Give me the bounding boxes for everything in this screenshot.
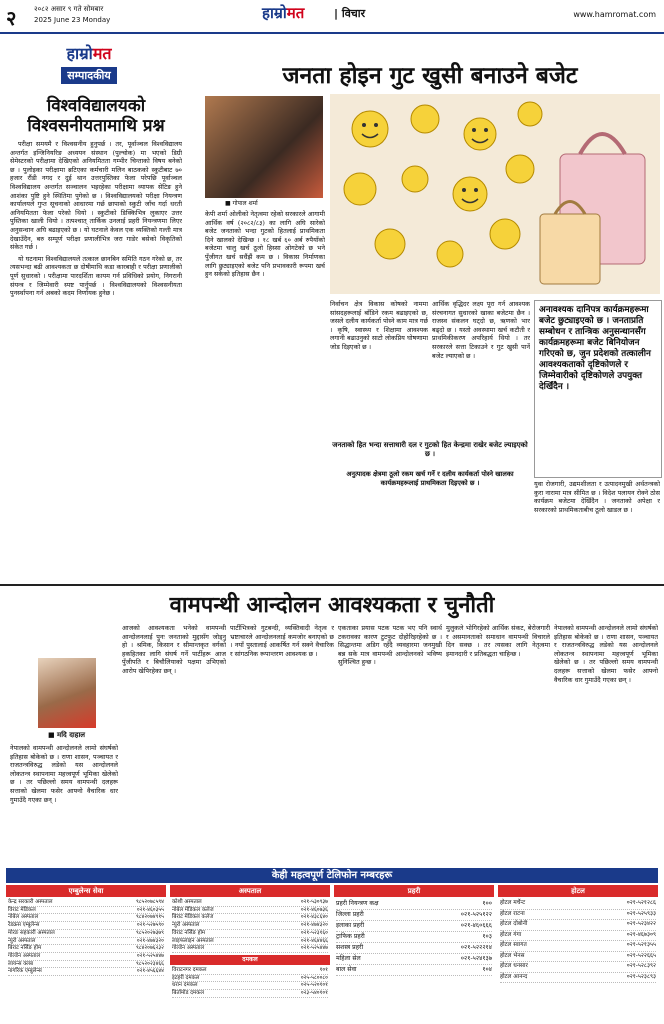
phone-group-list [500, 899, 656, 983]
phone-row: प्रहरी नियन्त्रण कक्ष १०० [336, 899, 492, 910]
article1-callout-box [534, 300, 662, 478]
phone-group-heading: प्रहरी [334, 885, 494, 897]
photo-caption: ■ मदि दाहाल [48, 731, 86, 739]
editorial-paragraph: परीक्षा समयमै र विश्वसनीय हुनुपर्छ । तर, पूर्वाञ्चल विश्वविद्यालय अन्तर्गत इन्जिनियरिङ अध्ययन संस्थान (पुल्चोक) मा भएको डिग्री सेमेस्टरको परीक्षामा देखिएको अनियमितता गम्भीर चिन्ताको विषय बनेको छ । पुलोइका परीक्षामा ब्रटिएका कर्मचारी मलिन बाठकको स्कुटीबाट ७० हजार रौंडी नगद र दुई थान उत्तरपुस्तिका फेला परेपछि पूर्वाञ्चल विश्वविद्यालय अन्तर्गत सञ्चालन भइरहेका परीक्षामा व्यापक सेटिङ हुने आशंका पुष्टि हुने स्थितिमा पुगेको छ । विश्वविद्यालयको परीक्षा नियन्त्रण कार्यालयले गुप्त सूचनाको आधारमा गर्छ छापाको स्कुटी जाँच गर्दा धरती अनियमितता फेला परेको थियो । स्कुटीको डिक्किभित्र लुकाएर उत्तर पुस्तिका खाली थियो । तत्पश्चात् तार्किक उनलाई प्रहरी नियन्त्रणमा लिएर अनुसन्धान अघि बढाइएको छ । यो घटनाले केवल एक व्यक्तिको गल्ती मात्र देखाउँदैन, बरु सम्पूर्ण परीक्षा प्रणालीभित्र जरा गाडेर बसेको विकृतिको संकेत गर्छ । [10, 140, 182, 252]
phone-row: केन्द्र सरकारी अस्पताल ९८५२०७८५९४ [8, 899, 164, 905]
phone-row: बाल सेवा १०४ [336, 965, 492, 976]
fire-list [172, 967, 328, 998]
phone-row: मोरङ सहकारी अस्पताल ९८५२०२७३७९ [8, 929, 164, 936]
phone-row: जिल्ला प्रहरी ०२१-५२५१२२ [336, 910, 492, 921]
phone-row: होटल भेनस ०२१-५२२६६५ [500, 952, 656, 963]
phone-group-list [172, 899, 328, 953]
phone-row: महिला सेल ०२१-५२४१३७ [336, 954, 492, 965]
photo-caption: ■ गोपाल शर्मा [225, 200, 258, 207]
article1-headline: जनता होइन गुट खुसी बनाउने बजेट [282, 63, 578, 89]
editorial-tag: सम्पादकीय [61, 67, 117, 84]
phone-row: बिराट मेडिकल कलेज ०२१-४३८६४० [172, 914, 328, 921]
phone-row: होटल मर्चेन्ट ०२१-५२१२८६ [500, 899, 656, 910]
phone-row: सशस्त्र प्रहरी ०२१-५२२२१४ [336, 943, 492, 954]
phone-row: होटल गंगा ०२१-४६७३०९ [500, 931, 656, 942]
article2-col-2: आजको आवश्यकता भनेको वामपन्थी आन्दोलनलाई पुनः जनताको मुद्दासँग जोड्नु हो । श्रमिक, किसान र सीमान्तकृत वर्गको हकहितका लागि संघर्ष गर्ने पार्टीहरू आज पुँजीपति र बिचौलियाको पक्षमा उभिएको आरोप खेपिरहेका छन् । [122, 624, 226, 675]
budget-illustration [330, 94, 660, 294]
article2-col-3: पार्टीभित्रको गुटबन्दी, व्यक्तिवादी नेतृत्व र भ्रष्टाचारले आन्दोलनलाई कमजोर बनाएको छ । नयाँ पुस्तालाई आकर्षित गर्न सक्ने वैचारिक र सांगठनिक रूपान्तरण आवश्यक छ । [230, 624, 334, 658]
article2-headline: वामपन्थी आन्दोलन आवश्यकता र चुनौती [169, 593, 495, 618]
phone-row: बिर्तामोड दमकल ०२३-५४०१०१ [172, 990, 328, 997]
phone-row: नोबेल अस्पताल ९८४२०७४९१५ [8, 914, 164, 921]
phone-group-list [8, 899, 164, 976]
masthead-logo: हाम्रोमत [262, 4, 305, 22]
page-number: २ [6, 6, 17, 30]
callout-text: अनावश्यक दानिपत्र कार्यक्रमहरूमा बजेट छुट्याइएको छ । जनताप्रति सम्बोधन र तान्त्रिक अनुसन्धानसँग कार्यक्रमहरूमा बजेट बिनियोजन गरिएको छ, जुन प्रदेशको तत्कालीन आवश्यकताको दृष्टिकोणले र जिम्मेवारीको दृष्टिकोणले उपयुक्त देखिँदैन । [539, 305, 651, 392]
phone-row: विराट मेडिकल ०२१-४६०३५५ [8, 906, 164, 913]
phone-row: विराट नर्सिङ होम ०२१-५२३१६० [172, 929, 328, 936]
phone-row: ट्राफिक प्रहरी १०३ [336, 932, 492, 943]
section-divider [0, 584, 664, 586]
phone-row: न्युरो अस्पताल ०२१-४७४३२० [172, 922, 328, 929]
phone-directory-title: केही महत्वपूर्ण टेलिफोन नम्बरहरू [6, 868, 658, 883]
phone-row: विराटनगर दमकल १०१ [172, 967, 328, 973]
phone-row: होटल आनन्द ०२१-५२३८९३ [500, 973, 656, 984]
article2-col-6: नेपालको वामपन्थी आन्दोलनले लामो संघर्षको इतिहास बोकेको छ । राणा शासन, पञ्चायत र राजतन्त्रविरुद्ध लडेको यस आन्दोलनले लोकतन्त्र स्थापनामा महत्त्वपूर्ण भूमिका खेलेको छ । तर पछिल्लो समय वामपन्थी दलहरू सत्ताको खेलमा फसेर आफ्नो वैचारिक धार गुमाउँदै गएका छन् । [554, 624, 658, 684]
phone-row: नोबेल मेडिकल कलेज ०२१-४६०७३६ [172, 906, 328, 913]
phone-row: इटहरी दमकल ०२५-५८००८० [172, 974, 328, 981]
phone-row: गोल्डेन अस्पताल ०२१-५२५४४७ [8, 952, 164, 959]
article2-col-1: नेपालको वामपन्थी आन्दोलनले लामो संघर्षको इतिहास बोकेको छ । राणा शासन, पञ्चायत र राजतन्त्रविरुद्ध लडेको यस आन्दोलनले लोकतन्त्र स्थापनामा महत्त्वपूर्ण भूमिका खेलेको छ । तर पछिल्लो समय वामपन्थी दलहरू सत्ताको खेलमा फसेर आफ्नो वैचारिक धार गुमाउँदै गएका छन् । [10, 744, 118, 804]
phone-row: नागरिक एम्बुलेन्स ०२१-४५६६४४ [8, 968, 164, 975]
article1-quote: जनताको हित भन्दा सत्ताधारी दल र गुटको हित केन्द्रमा राखेर बजेट ल्याइएको छ । [332, 440, 528, 458]
author-photo [205, 96, 323, 198]
phone-group-heading: एम्बुलेन्स सेवा [6, 885, 166, 897]
website-url[interactable]: www.hamromat.com [573, 10, 656, 19]
phone-row: लाइफलाइन अस्पताल ०२१-४६४४६६ [172, 937, 328, 944]
section-name: | विचार [334, 7, 366, 20]
article1-col-4: युवा रोजगारी, उद्यमशीलता र उत्पादनमुखी अर्थतन्त्रको कुरा नारामा मात्र सीमित छ । विदेश पलायन रोक्ने ठोस कार्यक्रम बजेटमा देखिँदैन । जनताको अपेक्षा र सरकारको प्राथमिकताबीच ठूलो खाडल छ । [534, 480, 660, 514]
phone-row: न्युरो अस्पताल ०२१-४७४३२० [8, 937, 164, 944]
phone-row: लायन्स क्लब ९८५२०२३४६६ [8, 960, 164, 967]
phone-row: होटल दोबोनी ०२१-५२३४२२ [500, 920, 656, 931]
editorial-brand: हाम्रोमत [66, 44, 112, 63]
date-english: 2025 June 23 Monday [34, 16, 111, 24]
phone-row: होटल राटना ०२१-५२५९३३ [500, 910, 656, 921]
article2-col-4: एकताका प्रयास पटक पटक भए पनि स्वार्थ टकरावका कारण टुटफुट दोहोरिइरहेको छ । सिद्धान्तमा अडिग रहँदै व्यवहारमा जनमुखी बन्न सके मात्र वामपन्थी आन्दोलनको भविष्य सुनिश्चित हुन्छ । [338, 624, 442, 667]
phone-row: धरान दमकल ०२५-५२०१०१ [172, 982, 328, 989]
editorial-paragraph: यो घटनामा विश्वविद्यालयले तत्काल छानबिन समिति गठन गरेको छ, तर त्यसभन्दा बढी आवश्यकता छ दोषीमाथि कडा कारबाही र परीक्षा प्रणालीको पूर्ण सुधारको । परीक्षामा पारदर्शिता कायम गर्न प्रविधिको प्रयोग, निगरानी संयन्त्र र जिम्मेवारी स्पष्ट पार्नुपर्छ । विश्वविद्यालयको विश्वसनीयता पुनर्स्थापना गर्न अबको कदम निर्णायक हुनेछ । [10, 254, 182, 298]
editorial-logo [30, 42, 148, 84]
editorial-title: विश्वविद्यालयको विश्वसनीयतामाथि प्रश्न [27, 96, 165, 136]
phone-group-heading: होटल [498, 885, 658, 897]
article1-quote-mid: अनुत्पादक क्षेत्रमा ठूलो रकम खर्च गर्ने र दलीय कार्यकर्ता पोस्ने खालका कार्यक्रमहरूलाई प्राथमिकता दिइएको छ । [346, 470, 514, 487]
article1-col-3: आर्थिक वृद्धिदर लक्ष्य पूरा गर्न आवश्यक संरचनागत सुधारको खाका बजेटमा छैन । राजस्व संकलन घट्दो छ, ऋणको भार बढ्दो छ । यस्तो अवस्थामा खर्च कटौती र प्राथमिकीकरण अपरिहार्य थियो । तर सरकारले सत्ता टिकाउने र गुट खुसी पार्ने बजेट ल्याएको छ । [432, 300, 530, 360]
phone-row: गोल्डेन अस्पताल ०२१-५२५४४७ [172, 945, 328, 952]
phone-group-heading: अस्पताल [170, 885, 330, 897]
phone-row: बिराट नर्सिङ होम ९८४२०७६२३२ [8, 945, 164, 952]
editorial-body [10, 140, 182, 580]
phone-row: रेडक्रस एम्बुलेन्स ०२१-५२७५९० [8, 922, 164, 929]
phone-row: होटल स्वागत ०२१-५२१३५५ [500, 941, 656, 952]
article1-col-1: केपी शर्मा ओलीको नेतृत्वमा रहेको सरकारले आगामी आर्थिक वर्ष (२०८२/८३) का लागि अघि सारेको बजेट जनताको भन्दा गुटको हितलाई प्राथमिकता दिने खालको देखिन्छ । १८ खर्ब ६० अर्ब रुपैयाँको बजेटमा चालु खर्च ठूलो हिस्सा ओगटेको छ भने पुँजीगत खर्च सधैंझैं कम छ । विकास निर्माणका लागि छुट्याइएको बजेट पनि प्रभावकारी रूपमा खर्च हुन सकेको इतिहास छैन । [205, 210, 325, 279]
date-nepali: २०८२ असार ९ गते सोमबार [34, 5, 104, 13]
author-photo [38, 658, 96, 728]
phone-row: इलाका प्रहरी ०२१-४६०६६६ [336, 921, 492, 932]
phone-row: होटल धनसार ०२१-५२८३९२ [500, 962, 656, 973]
phone-group-list [336, 899, 492, 976]
article2-col-5: मुलुकले भोगिरहेको आर्थिक संकट, बेरोजगारी र असमानताको समाधान वामपन्थी विचारले दिन सक्छ । तर त्यसका लागि नेतृत्वमा इमानदारी र प्रतिबद्धता चाहिन्छ । [446, 624, 550, 658]
article1-col-2: निर्वाचन क्षेत्र विकास कोषको नाममा सांसदहरूलाई बाँडिने रकम बढाइएको छ, जसले दलीय कार्यकर्ता पोस्ने काम मात्र गर्छ । कृषि, स्वास्थ्य र शिक्षामा आवश्यक लगानी बढाउनुको साटो लोकप्रिय घोषणामा जोड दिइएको छ । [330, 300, 428, 351]
phone-row: कोशी अस्पताल ०२१-५३०९३७ [172, 899, 328, 905]
phone-subgroup-heading: दमकल [170, 955, 330, 965]
